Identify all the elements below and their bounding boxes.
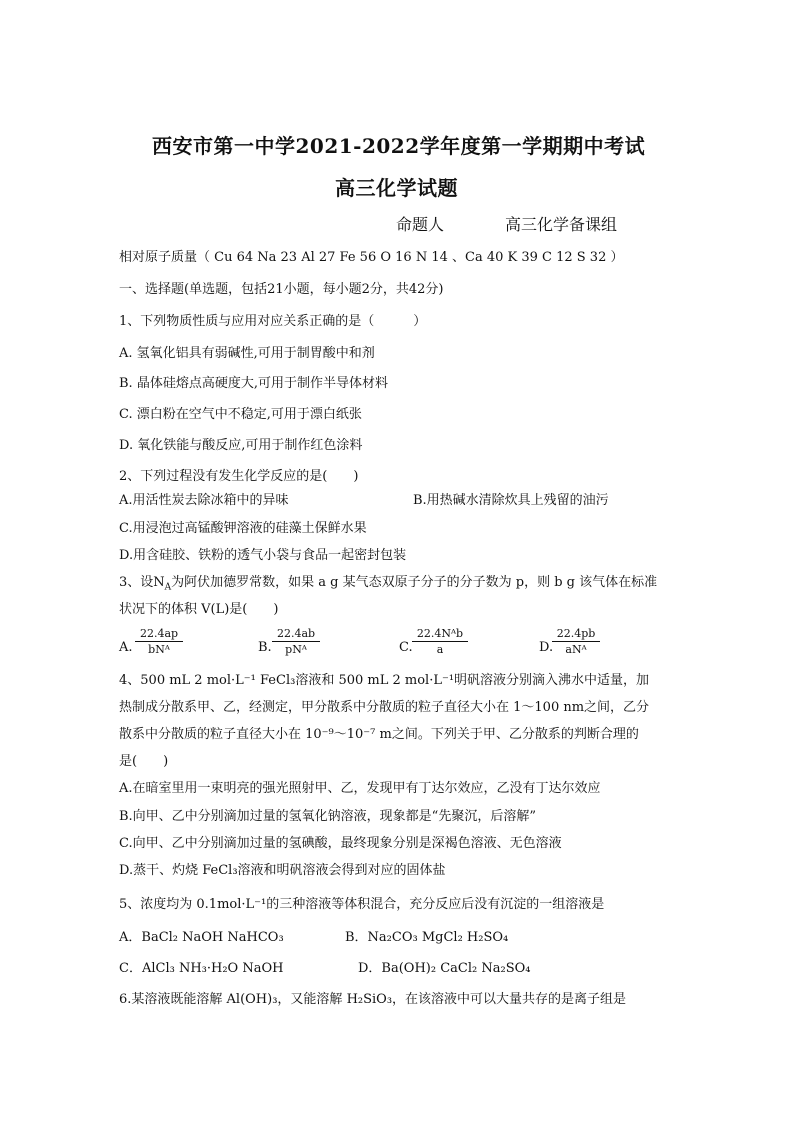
question-4-option-d: D.蒸干、灼烧 FeCl₃溶液和明矾溶液会得到对应的固体盐 bbox=[119, 863, 446, 878]
exam-title: 西安市第一中学2021-2022学年度第一学期期中考试 bbox=[152, 134, 646, 158]
author-label: 命题人 bbox=[396, 215, 445, 234]
question-3-option-b-label: B. bbox=[258, 640, 272, 655]
question-3-option-a-label: A. bbox=[119, 640, 133, 655]
question-3-option-b-fraction bbox=[272, 627, 320, 656]
question-1-option-d: D. 氧化铁能与酸反应,可用于制作红色涂料 bbox=[119, 438, 363, 453]
atomic-masses: 相对原子质量（ Cu 64 Na 23 Al 27 Fe 56 O 16 N 14 、Ca 40 K 39 C 12 S 32 ） bbox=[119, 250, 624, 265]
question-3-option-d-fraction bbox=[552, 627, 600, 656]
question-2-option-a: A.用活性炭去除冰箱中的异味 bbox=[119, 493, 289, 508]
question-2-option-d: D.用含硅胶、铁粉的透气小袋与食品一起密封包装 bbox=[119, 548, 407, 563]
question-4-stem-line2: 热制成分散系甲、乙，经测定，甲分散系中分散质的粒子直径大小在 1～100 nm之间，乙分 bbox=[119, 700, 650, 715]
question-4-stem-line4: 是( ) bbox=[119, 754, 169, 769]
question-3-option-d-label: D. bbox=[539, 640, 554, 655]
fraction-numerator: 22.4Nᴬb bbox=[412, 627, 468, 642]
section-heading: 一、选择题(单选题，包括21小题，每小题2分，共42分) bbox=[119, 282, 444, 297]
question-2-stem: 2、下列过程没有发生化学反应的是( ) bbox=[119, 469, 359, 484]
question-2-option-c: C.用浸泡过高锰酸钾溶液的硅藻土保鲜水果 bbox=[119, 521, 367, 536]
question-1-option-a: A. 氢氧化铝具有弱碱性,可用于制胃酸中和剂 bbox=[119, 346, 375, 361]
question-3-option-c-fraction bbox=[412, 627, 468, 656]
question-4-stem-line3: 散系中分散质的粒子直径大小在 10⁻⁹～10⁻⁷ m之间。下列关于甲、乙分散系的判断合理的 bbox=[119, 727, 639, 742]
question-1-option-c: C. 漂白粉在空气中不稳定,可用于漂白纸张 bbox=[119, 407, 362, 422]
question-4-option-a: A.在暗室里用一束明亮的强光照射甲、乙，发现甲有丁达尔效应，乙没有丁达尔效应 bbox=[119, 781, 601, 796]
question-4-option-c: C.向甲、乙中分别滴加过量的氢碘酸，最终现象分别是深褐色溶液、无色溶液 bbox=[119, 836, 562, 851]
question-4-stem-line1: 4、500 mL 2 mol·L⁻¹ FeCl₃溶液和 500 mL 2 mol·L⁻¹明矾溶液分别滴入沸水中适量，加 bbox=[119, 673, 650, 688]
question-5-option-c: C．AlCl₃ NH₃·H₂O NaOH bbox=[119, 961, 284, 976]
question-1-option-b: B. 晶体硅熔点高硬度大,可用于制作半导体材料 bbox=[119, 376, 388, 391]
question-3-stem-rest: 为阿伏加德罗常数，如果 a g 某气态双原子分子的分子数为 p，则 b g 该气体在标准 bbox=[171, 575, 658, 590]
question-3-stem-start: 3、设N bbox=[119, 575, 165, 590]
question-5-stem: 5、浓度均为 0.1mol·L⁻¹的三种溶液等体积混合，充分反应后没有沉淀的一组溶液是 bbox=[119, 897, 605, 912]
question-6-stem: 6.某溶液既能溶解 Al(OH)₃，又能溶解 H₂SiO₃，在该溶液中可以大量共存的是离子组是 bbox=[119, 992, 627, 1007]
fraction-numerator: 22.4pb bbox=[552, 627, 600, 642]
question-5-option-d: D．Ba(OH)₂ CaCl₂ Na₂SO₄ bbox=[358, 961, 531, 976]
fraction-denominator: pNᴬ bbox=[285, 643, 307, 656]
fraction-denominator: bNᴬ bbox=[148, 643, 170, 656]
question-3-option-a-fraction bbox=[135, 627, 183, 656]
author-value: 高三化学备课组 bbox=[505, 215, 618, 234]
question-4-option-b: B.向甲、乙中分别滴加过量的氢氧化钠溶液，现象都是“先聚沉，后溶解” bbox=[119, 809, 536, 824]
question-3-option-c-label: C. bbox=[399, 640, 413, 655]
fraction-numerator: 22.4ab bbox=[272, 627, 320, 642]
fraction-denominator: aNᴬ bbox=[565, 643, 587, 656]
question-1-stem: 1、下列物质性质与应用对应关系正确的是（ ） bbox=[119, 314, 427, 329]
fraction-numerator: 22.4ap bbox=[135, 627, 183, 642]
question-2-option-b: B.用热碱水清除炊具上残留的油污 bbox=[413, 493, 609, 508]
fraction-denominator: a bbox=[436, 643, 444, 656]
question-3-stem-line2: 状况下的体积 V(L)是( ) bbox=[119, 602, 279, 617]
exam-subtitle: 高三化学试题 bbox=[335, 176, 458, 200]
avogadro-subscript: A bbox=[164, 582, 172, 593]
question-5-option-b: B．Na₂CO₃ MgCl₂ H₂SO₄ bbox=[345, 930, 509, 945]
question-5-option-a: A．BaCl₂ NaOH NaHCO₃ bbox=[119, 930, 284, 945]
question-3-stem-line1 bbox=[119, 574, 657, 597]
